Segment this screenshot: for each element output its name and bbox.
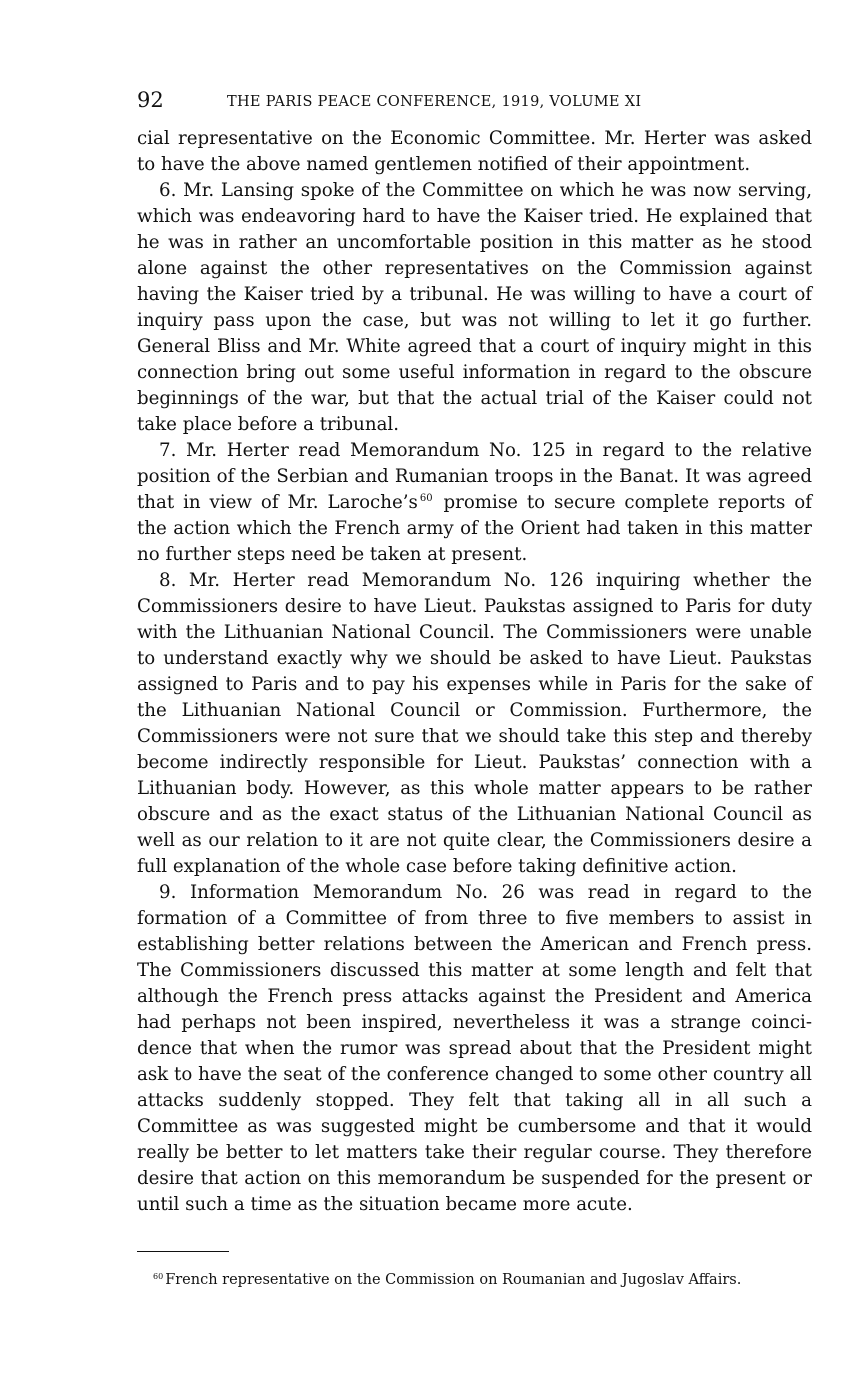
footnote [137, 1271, 812, 1289]
footnote-text: French representative on the Commission on Roumanian and Jugoslav Affairs. [165, 1272, 742, 1288]
footnote-divider [137, 1251, 229, 1252]
body-text [137, 126, 812, 1218]
paragraph-item-7-text-before: 7. Mr. Herter read Memorandum No. 125 in regard to the relative position of the Serbian and Rumanian troops in the Banat. It was agreed that in view of Mr. Laroche’s [137, 440, 812, 513]
paragraph-item-8: 8. Mr. Herter read Memorandum No. 126 inquiring whether the Commissioners desire to have Lieut. Paukstas assigned to Paris for duty with the Lithuanian National Council. The Commissioners were unable to understand exactly why we should be asked to have Lieut. Paukstas assigned to Paris and to pay his expenses while in Paris for the sake of the Lithuanian National Council or Commission. Furthermore, the Commissioners were not sure that we should take this step and thereby become indirectly responsible for Lieut. Paukstas’ connection with a Lithuanian body. However, as this whole matter appears to be rather obscure and as the exact status of the Lithuanian National Council as well as our relation to it are not quite clear, the Commissioners desire a full explanation of the whole case before taking definitive action. [137, 570, 812, 877]
page-number: 92 [137, 88, 164, 112]
paragraph-continuation: cial representative on the Economic Committee. Mr. Herter was asked to have the above named gentlemen notified of their appointment. [137, 128, 812, 175]
running-title: THE PARIS PEACE CONFERENCE, 1919, VOLUME XI [227, 94, 642, 110]
paragraph-item-6: 6. Mr. Lansing spoke of the Committee on which he was now serving, which was endeavoring hard to have the Kaiser tried. He explained that he was in rather an uncomfortable position in this matter as he stood alone against the other representatives on the Commission against having the Kaiser tried by a tribunal. He was willing to have a court of inquiry pass upon the case, but was not willing to let it go further. General Bliss and Mr. White agreed that a court of inquiry might in this connection bring out some useful information in regard to the obscure beginnings of the war, but that the actual trial of the Kaiser could not take place before a tribunal. [137, 180, 812, 435]
paragraph-item-7-text-after: promise to secure complete reports of the action which the French army of the Orient had taken in this matter no further steps need be taken at present. [137, 492, 812, 565]
footnote-mark: 60 [153, 1272, 164, 1281]
document-page [137, 88, 812, 1288]
paragraph-item-9: 9. Information Memorandum No. 26 was read in regard to the formation of a Committee of from three to five members to assist in establishing better relations between the American and French press. The Commissioners discussed this matter at some length and felt that although the French press attacks against the President and America had perhaps not been inspired, nevertheless it was a strange coincidence that when the rumor was spread about that the President might ask to have the seat of the conference changed to some other country all attacks suddenly stopped. They felt that taking all in all such a Committee as was suggested might be cumbersome and that it would really be better to let matters take their regular course. They therefore desire that action on this memorandum be suspended for the present or until such a time as the situation became more acute. [137, 882, 812, 1215]
paragraph-item-7 [137, 438, 812, 568]
footnote-reference: 60 [419, 493, 433, 504]
running-head [137, 88, 812, 120]
